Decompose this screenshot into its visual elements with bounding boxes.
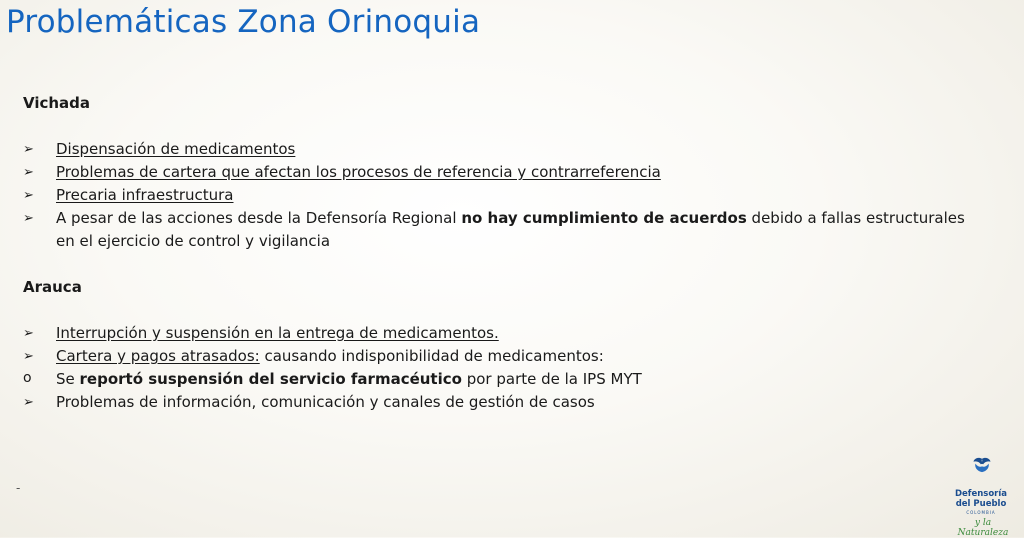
item-text: Precaria infraestructura [56,186,234,204]
item-text-underlined: Cartera y pagos atrasados: [56,347,260,365]
item-text [56,345,604,368]
item-text-part: debido a fallas estructurales en el ejercicio de control y vigilancia [56,209,965,250]
footer-mark: - [16,481,21,495]
item-text-bold: reportó suspensión del servicio farmacéutico [79,370,462,388]
arrow-bullet-icon: ➢ [23,188,34,203]
item-text-part: Se [56,370,80,388]
arrow-bullet-icon: ➢ [23,142,34,157]
item-text: Problemas de información, comunicación y canales de gestión de casos [56,393,595,411]
arrow-bullet-icon: ➢ [23,395,34,410]
arrow-bullet-icon: ➢ [23,349,34,364]
logo-country: COLOMBIA [966,510,996,515]
arrow-bullet-icon: ➢ [23,165,34,180]
item-text-part: causando indisponibilidad de medicamentos: [259,347,604,365]
logo-slogan: y la Naturaleza [957,518,1009,538]
item-text: Problemas de cartera que afectan los procesos de referencia y contrarreferencia [56,163,661,181]
logo-line1: Defensoría [954,489,1008,499]
section-heading-vichada: Vichada [23,94,91,112]
section-heading-arauca: Arauca [23,278,82,296]
item-text-part: por parte de la IPS MYT [461,370,642,388]
logo-wordmark [944,489,1018,509]
item-text: Interrupción y suspensión en la entrega de medicamentos. [56,324,499,342]
circle-bullet-icon: o [23,370,32,386]
slide-title: Problemáticas Zona Orinoquia [6,4,481,40]
item-text-bold: no hay cumplimiento de acuerdos [461,209,747,227]
arrow-bullet-icon: ➢ [23,326,34,341]
logo-line2: del Pueblo [955,499,1007,509]
item-text: Dispensación de medicamentos [56,140,296,158]
item-text-part: A pesar de las acciones desde la Defensoría Regional [56,209,462,227]
arrow-bullet-icon: ➢ [23,211,34,226]
item-text [56,207,981,253]
item-text [56,368,642,391]
defensoria-dove-icon [952,456,1012,492]
